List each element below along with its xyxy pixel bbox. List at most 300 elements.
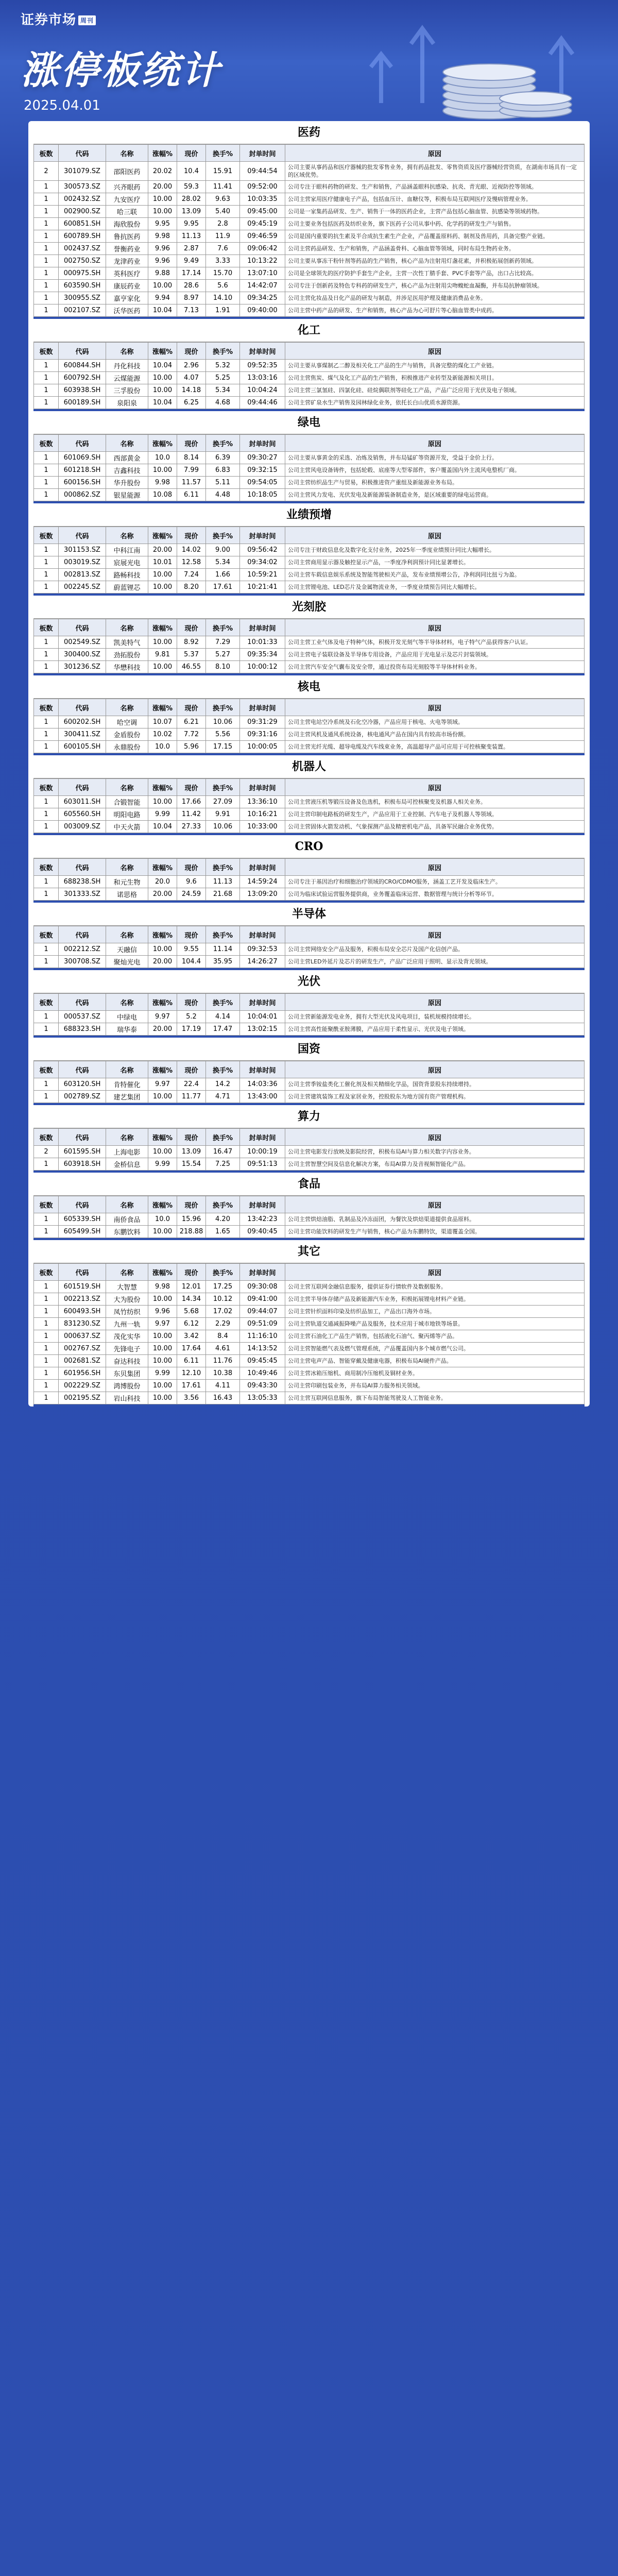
table-cell: 1 xyxy=(34,255,59,267)
table-cell: 5.34 xyxy=(206,556,240,569)
table-cell: 35.95 xyxy=(206,956,240,968)
table-cell: 17.61 xyxy=(206,581,240,594)
table-cell: 10:03:35 xyxy=(240,193,285,206)
table-cell: 兴齐眼药 xyxy=(106,181,148,193)
table-cell: 10:00:12 xyxy=(240,661,285,673)
table-cell: 9.96 xyxy=(148,1306,177,1318)
table-cell: 601595.SH xyxy=(59,1146,106,1158)
table-cell: 三孚股份 xyxy=(106,384,148,397)
table-row xyxy=(34,569,585,581)
column-header: 换手% xyxy=(206,926,240,943)
table-cell: 3.33 xyxy=(206,255,240,267)
column-header: 板数 xyxy=(34,859,59,876)
table-cell: 14:03:36 xyxy=(240,1078,285,1091)
sector-section xyxy=(33,970,585,1038)
table-cell: 09:44:07 xyxy=(240,1306,285,1318)
table-cell: 上海电影 xyxy=(106,1146,148,1158)
table-cell: 1 xyxy=(34,728,59,741)
table-cell: 09:45:45 xyxy=(240,1355,285,1367)
table-cell: 1 xyxy=(34,821,59,833)
table-cell: 公司主营三氯氢硅、四氯化硅、硅烷偶联剂等硅化工产品，产品广泛应用于光伏及电子领域。 xyxy=(285,384,585,397)
table-cell: 1 xyxy=(34,1380,59,1392)
column-header: 板数 xyxy=(34,926,59,943)
table-cell: 1 xyxy=(34,1023,59,1036)
table-cell: 5.25 xyxy=(206,372,240,384)
table-cell: 11.9 xyxy=(206,230,240,243)
table-cell: 3.42 xyxy=(177,1330,206,1343)
table-cell: 14.34 xyxy=(177,1293,206,1306)
table-cell: 8.97 xyxy=(177,292,206,304)
table-cell: 13:03:16 xyxy=(240,372,285,384)
column-header: 现价 xyxy=(177,145,206,162)
table-cell: 002789.SZ xyxy=(59,1091,106,1103)
table-cell: 09:32:53 xyxy=(240,943,285,956)
table-cell: 13:36:10 xyxy=(240,796,285,808)
table-cell: 9.00 xyxy=(206,544,240,556)
table-cell: 聚灿光电 xyxy=(106,956,148,968)
table-cell: 中绿电 xyxy=(106,1011,148,1023)
table-cell: 12.58 xyxy=(177,556,206,569)
table-cell: 公司主营LED外延片及芯片的研发生产，产品广泛应用于照明、显示及背光领域。 xyxy=(285,956,585,968)
column-header: 名称 xyxy=(106,699,148,716)
table-cell: 10.00 xyxy=(148,796,177,808)
column-header: 现价 xyxy=(177,1264,206,1281)
table-cell: 10.4 xyxy=(177,162,206,181)
table-cell: 1 xyxy=(34,888,59,901)
table-cell: 9.97 xyxy=(148,1318,177,1330)
table-cell: 603918.SH xyxy=(59,1158,106,1171)
table-cell: 1 xyxy=(34,193,59,206)
table-row xyxy=(34,1343,585,1355)
table-cell: 10.07 xyxy=(148,716,177,728)
table-cell: 10.00 xyxy=(148,661,177,673)
table-cell: 诺思格 xyxy=(106,888,148,901)
table-cell: 1 xyxy=(34,181,59,193)
stock-table xyxy=(33,858,585,901)
column-header: 涨幅% xyxy=(148,145,177,162)
table-cell: 鸿博股份 xyxy=(106,1380,148,1392)
table-cell: 20.00 xyxy=(148,956,177,968)
table-row xyxy=(34,193,585,206)
table-cell: 7.99 xyxy=(177,464,206,477)
table-row xyxy=(34,556,585,569)
table-row xyxy=(34,1293,585,1306)
table-cell: 10.00 xyxy=(148,1226,177,1238)
table-row xyxy=(34,741,585,753)
sector-title: 化工 xyxy=(33,319,585,342)
column-header: 封单时间 xyxy=(240,926,285,943)
table-cell: 09:45:00 xyxy=(240,206,285,218)
column-header: 换手% xyxy=(206,1264,240,1281)
table-row xyxy=(34,243,585,255)
table-cell: 17.64 xyxy=(177,1343,206,1355)
table-cell: 公司是国内重要的抗生素及半合成抗生素生产企业，产品覆盖原料药、制剂及兽用药，具备完整产业链。 xyxy=(285,230,585,243)
table-cell: 7.24 xyxy=(177,569,206,581)
table-cell: 8.20 xyxy=(177,581,206,594)
table-cell: 公司主营矿泉水生产销售及园林绿化业务，依托长白山优质水源资源。 xyxy=(285,397,585,409)
table-cell: 4.68 xyxy=(206,397,240,409)
table-cell: 301079.SZ xyxy=(59,162,106,181)
table-cell: 明阳电路 xyxy=(106,808,148,821)
stock-table xyxy=(33,1061,585,1103)
table-cell: 14:13:52 xyxy=(240,1343,285,1355)
table-cell: 7.72 xyxy=(177,728,206,741)
table-cell: 09:40:00 xyxy=(240,304,285,317)
table-row xyxy=(34,1011,585,1023)
table-row xyxy=(34,544,585,556)
column-header: 名称 xyxy=(106,435,148,452)
table-cell: 公司主营烘焙油脂、乳制品及冷冻面团，为餐饮及烘焙渠道提供食品原料。 xyxy=(285,1213,585,1226)
table-cell: 中科江南 xyxy=(106,544,148,556)
table-row xyxy=(34,489,585,501)
table-cell: 002213.SZ xyxy=(59,1293,106,1306)
column-header: 原因 xyxy=(285,619,585,636)
column-header: 板数 xyxy=(34,1061,59,1078)
table-cell: 002813.SZ xyxy=(59,569,106,581)
table-cell: 公司主营印制电路板的研发生产，产品应用于工业控制、汽车电子及机器人等领域。 xyxy=(285,808,585,821)
table-cell: 1 xyxy=(34,1355,59,1367)
table-cell: 1 xyxy=(34,661,59,673)
table-cell: 10.02 xyxy=(148,728,177,741)
table-cell: 1 xyxy=(34,544,59,556)
table-cell: 14.02 xyxy=(177,544,206,556)
table-cell: 24.59 xyxy=(177,888,206,901)
table-cell: 南侨食品 xyxy=(106,1213,148,1226)
table-cell: 1 xyxy=(34,956,59,968)
table-cell: 601956.SH xyxy=(59,1367,106,1380)
column-header: 换手% xyxy=(206,619,240,636)
table-cell: 12.01 xyxy=(177,1281,206,1293)
table-cell: 公司主营石油化工产品生产销售，包括液化石油气、聚丙烯等产品。 xyxy=(285,1330,585,1343)
table-cell: 3.56 xyxy=(177,1392,206,1404)
column-header: 代码 xyxy=(59,699,106,716)
table-cell: 300400.SZ xyxy=(59,649,106,661)
table-cell: 建艺集团 xyxy=(106,1091,148,1103)
column-header: 名称 xyxy=(106,1129,148,1146)
table-cell: 金盾股份 xyxy=(106,728,148,741)
table-cell: 公司主营功能饮料的研发生产与销售，核心产品为东鹏特饮，渠道覆盖全国。 xyxy=(285,1226,585,1238)
brand-logo-text: 证券市场 xyxy=(21,12,77,28)
sector-section xyxy=(33,835,585,903)
table-cell: 15.54 xyxy=(177,1158,206,1171)
table-cell: 先锋电子 xyxy=(106,1343,148,1355)
table-cell: 10.00 xyxy=(148,943,177,956)
table-cell: 000637.SZ xyxy=(59,1330,106,1343)
table-cell: 公司主营互联网信息服务，旗下布局智能驾驶及人工智能业务。 xyxy=(285,1392,585,1404)
column-header: 代码 xyxy=(59,994,106,1011)
table-cell: 2 xyxy=(34,1146,59,1158)
table-cell: 10:59:21 xyxy=(240,569,285,581)
table-row xyxy=(34,821,585,833)
table-cell: 1 xyxy=(34,243,59,255)
column-header: 现价 xyxy=(177,859,206,876)
table-cell: 16.47 xyxy=(206,1146,240,1158)
column-header: 封单时间 xyxy=(240,1264,285,1281)
table-cell: 002107.SZ xyxy=(59,304,106,317)
table-cell: 8.10 xyxy=(206,661,240,673)
column-header: 封单时间 xyxy=(240,699,285,716)
sector-title: 其它 xyxy=(33,1240,585,1263)
table-cell: 公司主要从事药品和医疗器械的批发零售业务，拥有药品批发、零售资质及医疗器械经营资质，在湖南市场具有一定的区域优势。 xyxy=(285,162,585,181)
table-cell: 11.14 xyxy=(206,943,240,956)
table-cell: 20.00 xyxy=(148,181,177,193)
column-header: 换手% xyxy=(206,145,240,162)
table-cell: 10.00 xyxy=(148,464,177,477)
table-cell: 1.65 xyxy=(206,1226,240,1238)
table-cell: 000537.SZ xyxy=(59,1011,106,1023)
sector-title: 核电 xyxy=(33,675,585,699)
table-cell: 27.09 xyxy=(206,796,240,808)
table-row xyxy=(34,1078,585,1091)
table-cell: 600789.SH xyxy=(59,230,106,243)
table-cell: 603590.SH xyxy=(59,280,106,292)
table-cell: 蔚蓝锂芯 xyxy=(106,581,148,594)
table-cell: 公司主营互联网金融信息服务，提供证券行情软件及数据服务。 xyxy=(285,1281,585,1293)
table-cell: 20.0 xyxy=(148,876,177,888)
table-cell: 09:43:30 xyxy=(240,1380,285,1392)
table-row xyxy=(34,397,585,409)
table-cell: 11.57 xyxy=(177,477,206,489)
table-cell: 沃华医药 xyxy=(106,304,148,317)
table-cell: 9.94 xyxy=(148,292,177,304)
table-cell: 公司专注于财政信息化及数字化支付业务，2025年一季度业绩预计同比大幅增长。 xyxy=(285,544,585,556)
column-header: 封单时间 xyxy=(240,435,285,452)
table-cell: 1 xyxy=(34,943,59,956)
table-cell: 丹化科技 xyxy=(106,360,148,372)
column-header: 代码 xyxy=(59,1196,106,1213)
table-row xyxy=(34,464,585,477)
column-header: 原因 xyxy=(285,527,585,544)
table-cell: 17.19 xyxy=(177,1023,206,1036)
column-header: 原因 xyxy=(285,859,585,876)
table-cell: 605339.SH xyxy=(59,1213,106,1226)
column-header: 名称 xyxy=(106,994,148,1011)
table-cell: 11.42 xyxy=(177,808,206,821)
table-cell: 云煤能源 xyxy=(106,372,148,384)
table-row xyxy=(34,384,585,397)
table-row xyxy=(34,1306,585,1318)
table-cell: 000975.SH xyxy=(59,267,106,280)
table-cell: 002549.SZ xyxy=(59,636,106,649)
table-cell: 公司主营智慧空间及信息化解决方案，布局AI算力及音视频智能化产品。 xyxy=(285,1158,585,1171)
column-header: 封单时间 xyxy=(240,859,285,876)
table-cell: 15.96 xyxy=(177,1213,206,1226)
table-cell: 5.56 xyxy=(206,728,240,741)
column-header: 代码 xyxy=(59,926,106,943)
table-cell: 13:42:23 xyxy=(240,1213,285,1226)
table-cell: 603011.SH xyxy=(59,796,106,808)
table-row xyxy=(34,267,585,280)
table-cell: 1 xyxy=(34,1213,59,1226)
table-cell: 09:54:05 xyxy=(240,477,285,489)
table-cell: 27.33 xyxy=(177,821,206,833)
sector-title: 算力 xyxy=(33,1105,585,1128)
table-cell: 华升股份 xyxy=(106,477,148,489)
table-cell: 003019.SZ xyxy=(59,556,106,569)
table-cell: 10.00 xyxy=(148,569,177,581)
column-header: 封单时间 xyxy=(240,1129,285,1146)
table-cell: 09:51:13 xyxy=(240,1158,285,1171)
column-header: 板数 xyxy=(34,145,59,162)
column-header: 名称 xyxy=(106,343,148,360)
table-cell: 13:02:15 xyxy=(240,1023,285,1036)
table-cell: 09:40:45 xyxy=(240,1226,285,1238)
table-cell: 002245.SZ xyxy=(59,581,106,594)
table-cell: 英科医疗 xyxy=(106,267,148,280)
table-cell: 688323.SH xyxy=(59,1023,106,1036)
table-cell: 21.68 xyxy=(206,888,240,901)
table-cell: 1 xyxy=(34,1226,59,1238)
table-row xyxy=(34,716,585,728)
column-header: 原因 xyxy=(285,1264,585,1281)
column-header: 现价 xyxy=(177,1196,206,1213)
table-cell: 218.88 xyxy=(177,1226,206,1238)
table-cell: 公司主营电子装联设备及半导体专用设备，产品应用于光电显示及芯片封装领域。 xyxy=(285,649,585,661)
table-row xyxy=(34,218,585,230)
table-cell: 6.25 xyxy=(177,397,206,409)
table-cell: 9.95 xyxy=(177,218,206,230)
column-header: 原因 xyxy=(285,1129,585,1146)
table-cell: 10.00 xyxy=(148,581,177,594)
table-cell: 9.95 xyxy=(148,218,177,230)
stock-table xyxy=(33,1263,585,1404)
table-cell: 09:31:16 xyxy=(240,728,285,741)
table-cell: 20.02 xyxy=(148,162,177,181)
column-header: 换手% xyxy=(206,1061,240,1078)
table-cell: 14.18 xyxy=(177,384,206,397)
table-cell: 9.99 xyxy=(148,1367,177,1380)
table-cell: 9.49 xyxy=(177,255,206,267)
table-cell: 东鹏饮料 xyxy=(106,1226,148,1238)
page-title: 涨停板统计 xyxy=(21,48,221,93)
column-header: 代码 xyxy=(59,435,106,452)
table-cell: 301153.SZ xyxy=(59,544,106,556)
table-cell: 09:06:42 xyxy=(240,243,285,255)
table-cell: 11.41 xyxy=(206,181,240,193)
table-cell: 09:46:59 xyxy=(240,230,285,243)
table-cell: 嘉亨家化 xyxy=(106,292,148,304)
column-header: 代码 xyxy=(59,527,106,544)
table-cell: 1 xyxy=(34,796,59,808)
column-header: 代码 xyxy=(59,145,106,162)
column-header: 现价 xyxy=(177,779,206,796)
table-row xyxy=(34,1380,585,1392)
table-cell: 邵阳医药 xyxy=(106,162,148,181)
table-cell: 10:00:19 xyxy=(240,1146,285,1158)
column-header: 原因 xyxy=(285,435,585,452)
table-cell: 1 xyxy=(34,230,59,243)
sector-section xyxy=(33,503,585,596)
sector-section xyxy=(33,596,585,675)
table-cell: 和元生物 xyxy=(106,876,148,888)
table-cell: 1 xyxy=(34,280,59,292)
stock-table xyxy=(33,342,585,409)
stock-table xyxy=(33,699,585,753)
table-cell: 10.00 xyxy=(148,1146,177,1158)
table-cell: 九安医疗 xyxy=(106,193,148,206)
table-cell: 公司主营轨道交通减振降噪产品及服务，技术应用于城市地铁等场景。 xyxy=(285,1318,585,1330)
table-cell: 1 xyxy=(34,1330,59,1343)
table-cell: 1 xyxy=(34,206,59,218)
table-row xyxy=(34,1318,585,1330)
table-cell: 岩山科技 xyxy=(106,1392,148,1404)
table-cell: 华懋科技 xyxy=(106,661,148,673)
table-cell: 9.88 xyxy=(148,267,177,280)
sector-section xyxy=(33,1038,585,1105)
column-header: 涨幅% xyxy=(148,994,177,1011)
table-cell: 10.12 xyxy=(206,1293,240,1306)
table-cell: 1 xyxy=(34,741,59,753)
table-cell: 09:45:19 xyxy=(240,218,285,230)
coin-stack-illustration xyxy=(319,0,608,121)
sector-title: 光刻胶 xyxy=(33,596,585,619)
table-row xyxy=(34,280,585,292)
table-cell: 公司主要从事冻干粉针剂等药品的生产销售，核心产品为注射用灯盏花素，并积极拓展创新药领域。 xyxy=(285,255,585,267)
column-header: 换手% xyxy=(206,435,240,452)
table-cell: 20.00 xyxy=(148,1023,177,1036)
column-header: 涨幅% xyxy=(148,1196,177,1213)
table-cell: 17.25 xyxy=(206,1281,240,1293)
table-cell: 1 xyxy=(34,218,59,230)
table-cell: 10.00 xyxy=(148,1392,177,1404)
table-cell: 公司主营中药产品的研发、生产和销售，核心产品为心可舒片等心脑血管类中成药。 xyxy=(285,304,585,317)
table-cell: 5.96 xyxy=(177,741,206,753)
column-header: 名称 xyxy=(106,619,148,636)
sector-section xyxy=(33,1173,585,1240)
stock-table xyxy=(33,778,585,833)
column-header: 现价 xyxy=(177,926,206,943)
sector-title: 机器人 xyxy=(33,755,585,778)
table-cell: 104.4 xyxy=(177,956,206,968)
table-cell: 4.20 xyxy=(206,1213,240,1226)
column-header: 现价 xyxy=(177,1061,206,1078)
table-cell: 1 xyxy=(34,1078,59,1091)
table-cell: 6.83 xyxy=(206,464,240,477)
table-cell: 公司主营印刷包装业务，并布局AI算力服务相关领域。 xyxy=(285,1380,585,1392)
table-cell: 09:32:15 xyxy=(240,464,285,477)
table-cell: 劲拓股份 xyxy=(106,649,148,661)
column-header: 涨幅% xyxy=(148,343,177,360)
table-cell: 600189.SH xyxy=(59,397,106,409)
column-header: 板数 xyxy=(34,1129,59,1146)
table-cell: 09:52:00 xyxy=(240,181,285,193)
column-header: 代码 xyxy=(59,343,106,360)
table-row xyxy=(34,162,585,181)
table-cell: 哈三联 xyxy=(106,206,148,218)
table-cell: 1 xyxy=(34,716,59,728)
table-cell: 13:07:10 xyxy=(240,267,285,280)
table-cell: 1 xyxy=(34,649,59,661)
table-cell: 600792.SH xyxy=(59,372,106,384)
table-cell: 公司是全球领先的医疗防护手套生产企业，主营一次性丁腈手套、PVC手套等产品，出口占比较高。 xyxy=(285,267,585,280)
table-cell: 09:34:25 xyxy=(240,292,285,304)
table-row xyxy=(34,636,585,649)
column-header: 代码 xyxy=(59,859,106,876)
table-cell: 600156.SH xyxy=(59,477,106,489)
table-cell: 17.47 xyxy=(206,1023,240,1036)
table-cell: 誉衡药业 xyxy=(106,243,148,255)
column-header: 名称 xyxy=(106,145,148,162)
table-cell: 10.08 xyxy=(148,489,177,501)
table-cell: 1 xyxy=(34,876,59,888)
table-cell: 20.00 xyxy=(148,544,177,556)
table-cell: 公司主营锂电池、LED芯片及金属物流业务，一季度业绩预告同比大幅增长。 xyxy=(285,581,585,594)
table-cell: 1 xyxy=(34,1293,59,1306)
table-cell: 9.55 xyxy=(177,943,206,956)
table-cell: 5.6 xyxy=(206,280,240,292)
table-cell: 59.3 xyxy=(177,181,206,193)
sector-title: 半导体 xyxy=(33,903,585,926)
